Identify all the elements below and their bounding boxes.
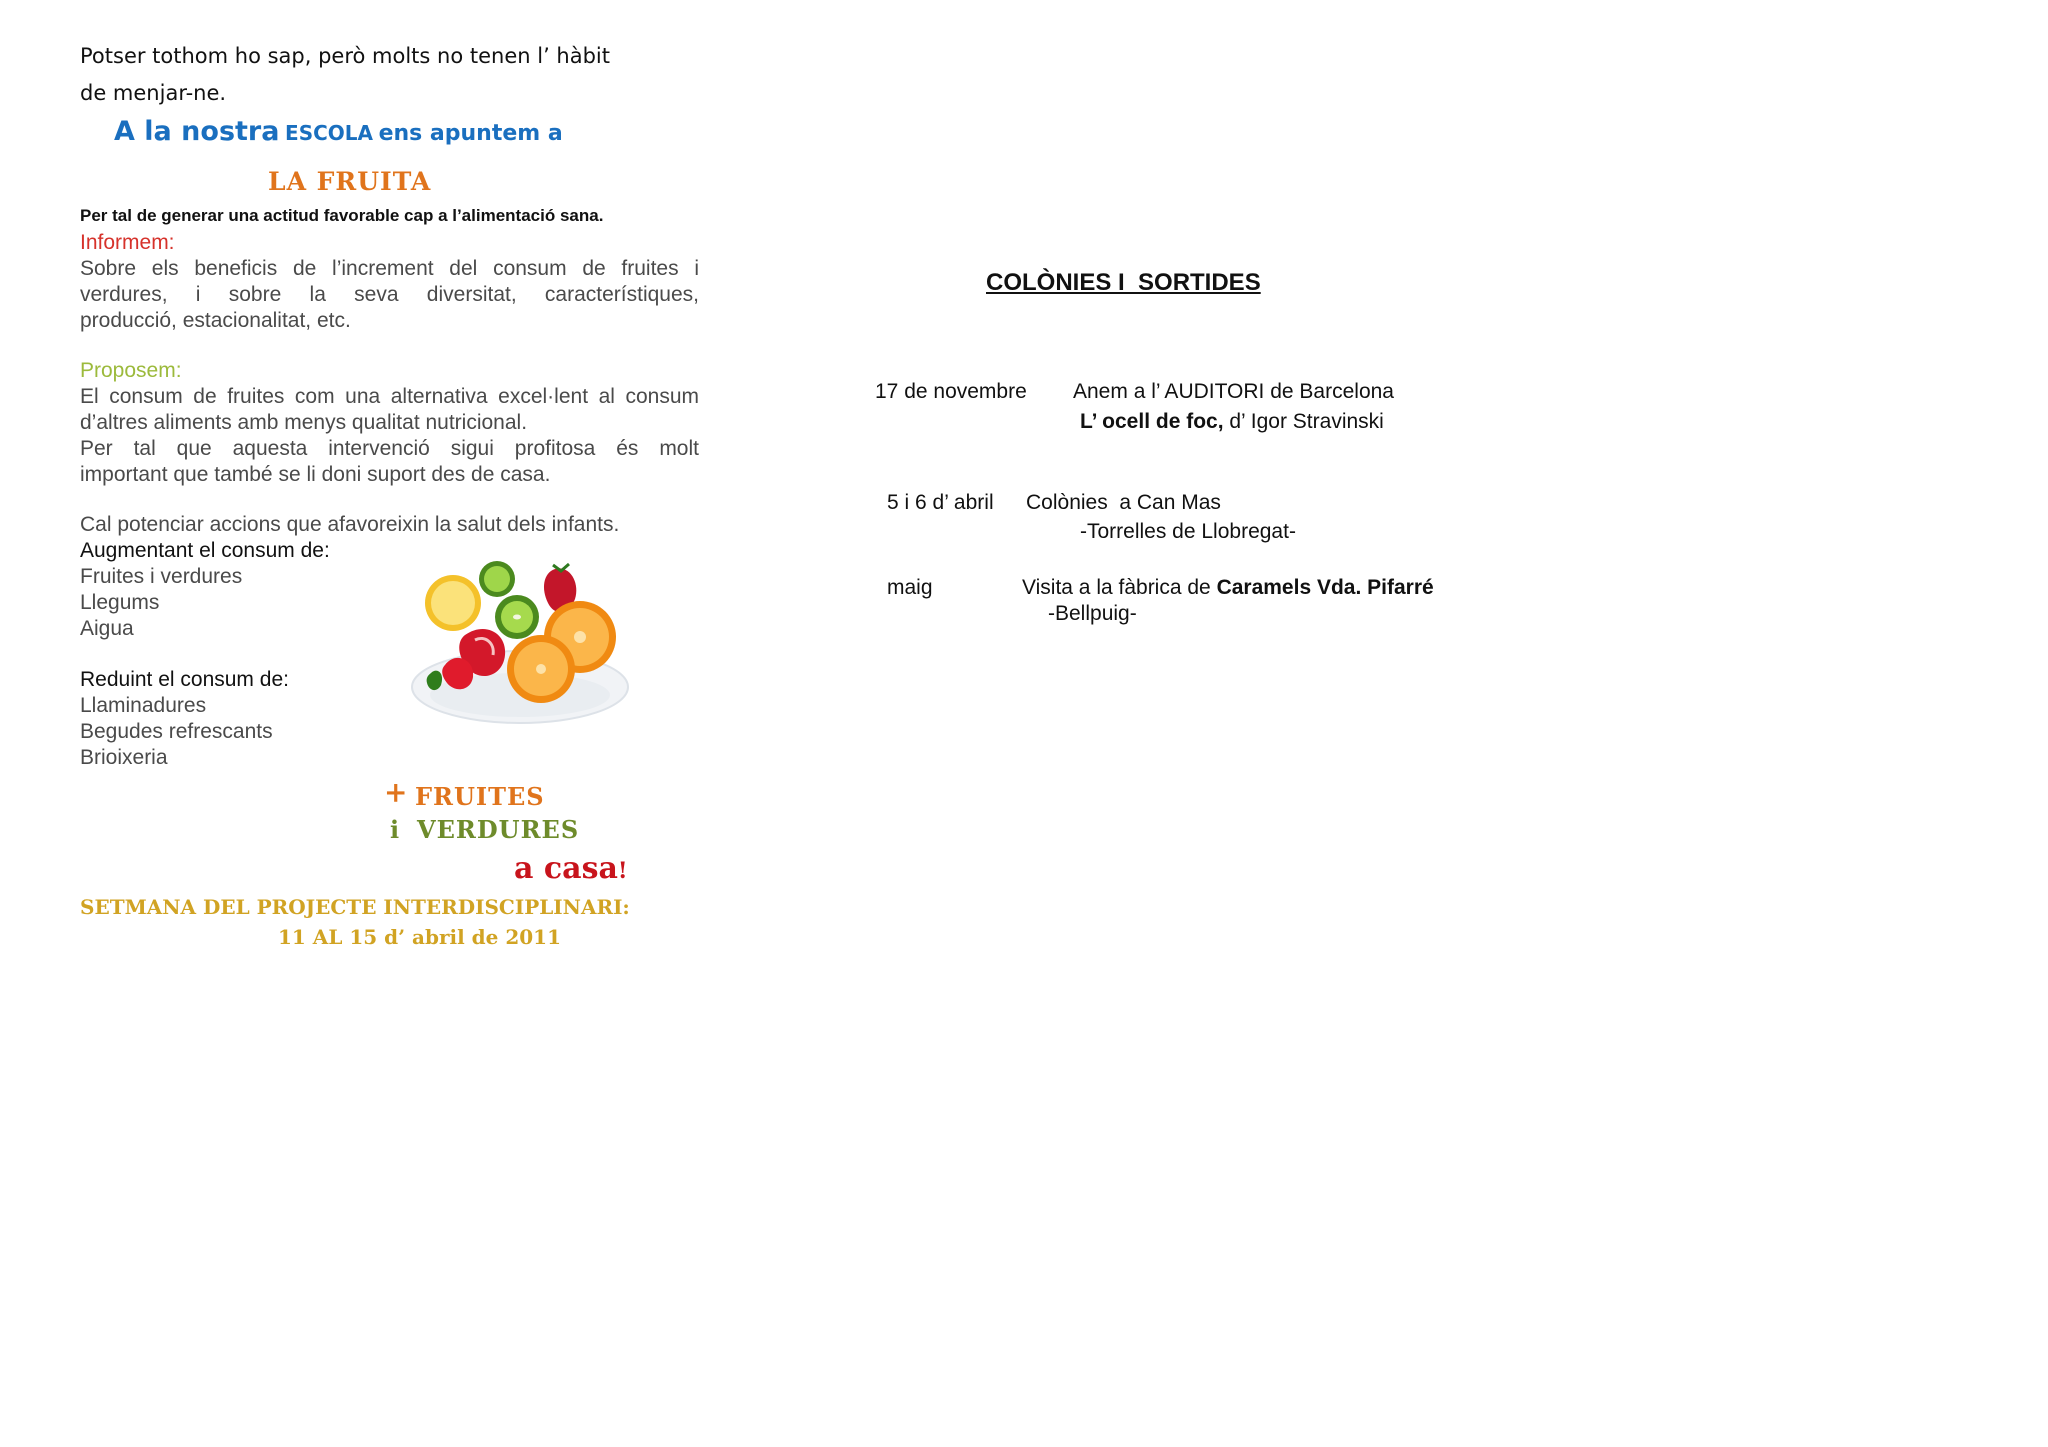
slogan-verdures: VERDURES — [417, 815, 580, 844]
setmana-line-1: SETMANA DEL PROJECTE INTERDISCIPLINARI: — [80, 895, 630, 919]
proposem-line: d’altres aliments amb menys qualitat nutricional. — [80, 411, 528, 434]
augmentant-item: Llegums — [80, 591, 160, 614]
event-line: -Bellpuig- — [1048, 602, 1137, 625]
informem-label: Informem: — [80, 231, 175, 254]
proposem-line: important que també se li doni suport des de casa. — [80, 463, 551, 486]
informem-paragraph — [80, 256, 699, 334]
slogan-casa: a casa — [514, 851, 618, 886]
fruit-bowl-image — [405, 555, 635, 735]
reduint-item: Brioixeria — [80, 746, 168, 769]
event-date: 17 de novembre — [875, 380, 1027, 403]
colonies-title: COLÒNIES I SORTIDES — [986, 269, 1261, 296]
slogan-casa-line — [514, 851, 628, 886]
event-line: Anem a l’ AUDITORI de Barcelona — [1073, 380, 1394, 403]
informem-line: Sobre els beneficis de l’increment del consum de fruites i — [80, 257, 699, 280]
event-line: Colònies a Can Mas — [1026, 491, 1221, 514]
informem-line: producció, estacionalitat, etc. — [80, 309, 351, 332]
event-text: d’ Igor Stravinski — [1223, 410, 1384, 433]
proposem-label: Proposem: — [80, 359, 182, 382]
headline — [114, 116, 563, 147]
proposem-line: El consum de fruites com una alternativa excel·lent al consum — [80, 385, 699, 408]
event-line — [1080, 410, 1384, 434]
event-text: Visita a la fàbrica de — [1022, 576, 1217, 599]
proposem-line: Per tal que aquesta intervenció sigui profitosa és molt — [80, 437, 699, 460]
slogan-fruites: FRUITES — [415, 782, 545, 811]
informem-line: verdures, i sobre la seva diversitat, característiques, — [80, 283, 699, 306]
augmentant-item: Aigua — [80, 617, 134, 640]
event-date: 5 i 6 d’ abril — [887, 491, 994, 514]
proposem-paragraph — [80, 384, 699, 488]
headline-fruita: LA FRUITA — [268, 167, 432, 196]
reduint-item: Llaminadures — [80, 694, 207, 717]
intro-line-2: de menjar-ne. — [80, 81, 227, 105]
headline-part-b: ens apuntem a — [378, 121, 563, 146]
intro-line-1: Potser tothom ho sap, però molts no tenen l’ hàbit — [80, 44, 610, 68]
reduint-item: Begudes refrescants — [80, 720, 273, 743]
purpose-text: Per tal de generar una actitud favorable cap a l’alimentació sana. — [80, 206, 604, 225]
event-line — [1022, 576, 1434, 600]
setmana-line-2: 11 AL 15 d’ abril de 2011 — [278, 925, 562, 949]
cal-text: Cal potenciar accions que afavoreixin la salut dels infants. — [80, 513, 620, 536]
event-date: maig — [887, 576, 933, 599]
headline-part-a: A la nostra — [114, 116, 280, 147]
event-bold-text: L’ ocell de foc, — [1080, 410, 1224, 433]
slogan-plus: + — [384, 776, 408, 809]
headline-escola: ESCOLA — [285, 121, 374, 145]
slogan-i: i — [390, 815, 400, 844]
slogan-exclamation: ! — [617, 858, 628, 884]
event-bold-text: Caramels Vda. Pifarré — [1216, 576, 1434, 599]
reduint-label: Reduint el consum de: — [80, 668, 289, 691]
augmentant-item: Fruites i verdures — [80, 565, 243, 588]
event-line: -Torrelles de Llobregat- — [1080, 520, 1296, 543]
augmentant-label: Augmentant el consum de: — [80, 539, 330, 562]
